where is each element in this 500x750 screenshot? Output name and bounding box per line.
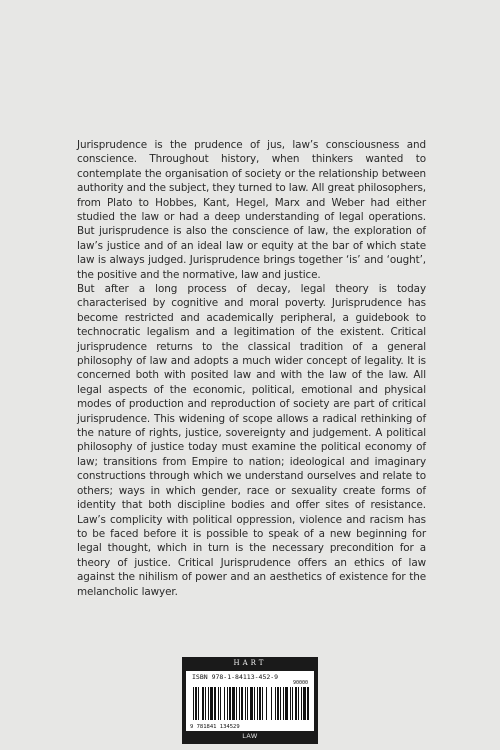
barcode-bar [247, 687, 248, 720]
barcode-bar [229, 687, 231, 720]
barcode-bar [208, 687, 209, 720]
blurb-paragraph-2: But after a long process of decay, legal theory is today characterised by cognitive and moral poverty. Jurisprudence has become restricted and academically peripheral, a guidebook to technocratic legalism and a legitimation of the existent. Critical jurisprudence returns to the classical tradition of a general philosophy of law and adopts a much wider concept of legality. It is concerned both with posited law and with the law of the law. All legal aspects of the economic, political, emotional and physical modes of production and reproduction of society are part of critical jurisprudence. This widening of scope allows a radical rethinking of the nature of rights, justice, sovereignty and judgement. A political philosophy of justice today must examine the political economy of law; transitions from Empire to nation; ideological and imaginary constructions through which we understand ourselves and relate to others; ways in which gender, race or sexuality create forms of identity that both discipline bodies and offer sites of resistance. Law’s complicity with political oppression, violence and racism has to be faced before it is possible to speak of a new beginning for legal thought, which in turn is the necessary precondition for a theory of justice. Critical Jurisprudence offers an ethics of law against the nihilism of power and an aesthetics of existence for the melancholic lawyer. [77, 283, 426, 598]
barcode-bar [301, 687, 302, 720]
barcode-panel [182, 657, 318, 744]
barcode-bar [198, 687, 199, 720]
barcode-bar [280, 687, 281, 720]
barcode-bar [275, 687, 276, 720]
barcode-bar [214, 687, 216, 720]
publisher-name: HART [233, 659, 267, 667]
barcode-bar [224, 687, 225, 720]
barcode-bar [239, 687, 240, 720]
barcode-bar [283, 687, 284, 720]
price-addon-code: 90000 [292, 680, 308, 686]
barcode-bars [193, 687, 309, 720]
barcode-bar [285, 687, 288, 720]
barcode-bar [202, 687, 204, 720]
barcode-bar [259, 687, 261, 720]
barcode-bar [277, 687, 279, 720]
barcode-bar [241, 687, 243, 720]
subject-category: LAW [242, 733, 258, 740]
barcode-bar [292, 687, 293, 720]
barcode-bar [218, 687, 219, 720]
barcode-bar [227, 687, 228, 720]
barcode-bar [307, 687, 309, 720]
barcode-area [186, 671, 314, 731]
barcode-bar [271, 687, 272, 720]
blurb-paragraph-1: Jurisprudence is the prudence of jus, law’s consciousness and conscience. Throughout history, when thinkers wanted to contemplate the organisation of society or the relationship between authority and the subject, they turned to law. All great philosophers, from Plato to Hobbes, Kant, Hegel, Marx and Weber had either studied the law or had a deep understanding of legal operations. But jurisprudence is also the conscience of law, the exploration of law’s justice and of an ideal law or equity at the bar of which state law is always judged. Jurisprudence brings together ‘is’ and ‘ought’, the positive and the normative, law and justice. [77, 139, 427, 281]
barcode-digits: 9 781841 134529 [190, 724, 240, 730]
isbn-text: ISBN 978-1-84113-452-9 [192, 673, 279, 681]
barcode-bar [210, 687, 213, 720]
barcode-bar [250, 687, 253, 720]
barcode-bar [205, 687, 206, 720]
barcode-bar [245, 687, 246, 720]
barcode-bar [220, 687, 221, 720]
barcode-bar [257, 687, 258, 720]
barcode-bar [295, 687, 297, 720]
barcode-bar [290, 687, 291, 720]
barcode-bar [236, 687, 237, 720]
barcode-bar [303, 687, 306, 720]
barcode-bar [262, 687, 263, 720]
barcode-bar [195, 687, 197, 720]
barcode-bar [298, 687, 299, 720]
barcode-bar [232, 687, 235, 720]
barcode-bar [254, 687, 255, 720]
barcode-bar [266, 687, 267, 720]
barcode-bar [193, 687, 194, 720]
